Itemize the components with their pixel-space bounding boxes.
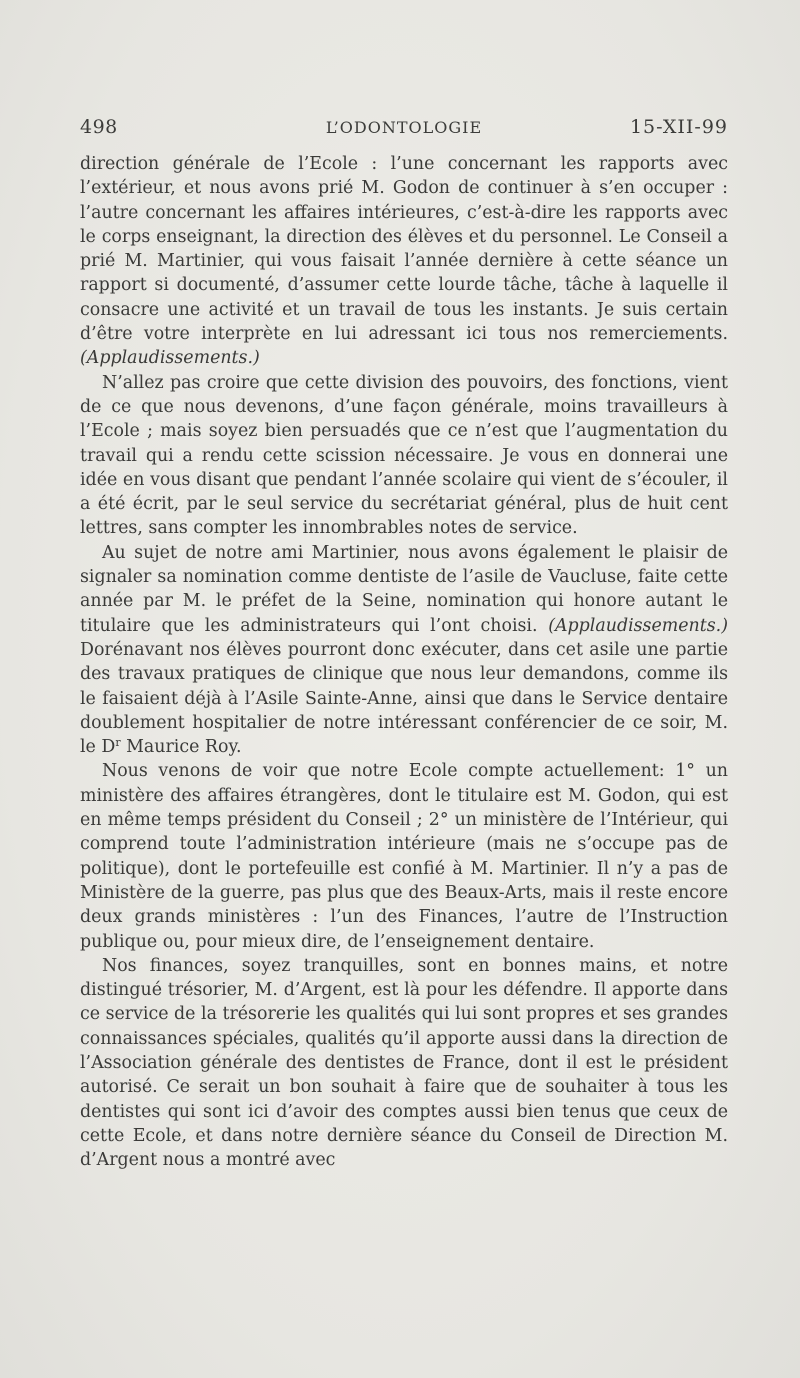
text-run: Nous venons de voir que notre Ecole compte actuellement: 1° un ministère des affaires étrangères, dont le titulaire est M. Godon, qui est en même temps président du Conseil ; 2° un ministère de l’Intérieur, qui comprend toute l’administration intérieure (mais ne s’occupe pas de politique), dont le portefeuille est confié à M. Martinier. Il n’y a pas de Ministère de la guerre, pas plus que des Beaux-Arts, mais il reste encore deux grands ministères : l’un des Finances, l’autre de l’Instruction publique ou, pour mieux dire, de l’enseignement dentaire. — [80, 761, 728, 952]
text-run: Dorénavant nos élèves pourront donc exécuter, dans cet asile une partie des travaux pratiques de clinique que nous leur demandons, comme ils le faisaient déjà à l’Asile Sainte-Anne, ainsi que dans le Service dentaire doublement hospitalier de notre intéressant conférencier de ce soir, M. le D — [80, 639, 728, 758]
text-run: N’allez pas croire que cette division des pouvoirs, des fonctions, vient de ce que nous devenons, d’une façon générale, moins travailleurs à l’Ecole ; mais soyez bien persuadés que ce n’est que l’augmentation du travail qui a rendu cette scission nécessaire. Je vous en donnerai une idée en vous disant que pendant l’année scolaire qui vient de s’écouler, il a été écrit, par le seul service du secrétariat général, plus de huit cent lettres, sans compter les innombrables notes de service. — [80, 372, 728, 539]
text-run: Nos finances, soyez tranquilles, sont en bonnes mains, et notre distingué trésorier, M. d’Argent, est là pour les défendre. Il apporte dans ce service de la trésorerie les qualités qui lui sont propres et ses grandes connaissances spéciales, qualités qu’il apporte aussi dans la direction de l’Association générale des dentistes de France, dont il est le président autorisé. Ce serait un bon souhait à faire que de souhaiter à tous les dentistes qui sont ici d’avoir des comptes aussi bien tenus que ceux de cette Ecole, et dans notre dernière séance du Conseil de Direction M. d’Argent nous a montré avec — [80, 955, 728, 1171]
page-number: 498 — [80, 116, 118, 138]
paragraph — [80, 152, 728, 371]
text-run: direction générale de l’Ecole : l’une concernant les rapports avec l’extérieur, et nous avons prié M. Godon de continuer à s’en occuper : l’autre concernant les affaires intérieures, c’est-à-dire les rapports avec le corps enseignant, la direction des élèves et du personnel. Le Conseil a prié M. Martinier, qui vous faisait l’année dernière à cette séance un rapport si documenté, d’assumer cette lourde tâche, tâche à laquelle il consacre une activité et un travail de tous les instants. Je suis certain d’être votre interprète en lui adressant ici tous nos remerciements. — [80, 154, 728, 345]
paragraph — [80, 371, 728, 541]
paragraph — [80, 759, 728, 953]
italic-run: (Applaudissements.) — [80, 348, 260, 369]
paragraph — [80, 541, 728, 760]
text-run: Au sujet de notre ami Martinier, nous avons également le plaisir de signaler sa nomination comme dentiste de l’asile de Vaucluse, faite cette année par M. le préfet de la Seine, nomination qui honore autant le titulaire que les administrateurs qui l’ont choisi. — [80, 542, 728, 636]
issue-date: 15-XII-99 — [629, 116, 728, 138]
superscript-run: r — [115, 736, 121, 750]
page-body — [80, 152, 728, 1172]
italic-run: (Applaudissements.) — [548, 615, 728, 636]
running-header — [80, 116, 728, 144]
paragraph — [80, 954, 728, 1173]
text-run: Maurice Roy. — [120, 737, 242, 758]
journal-title: L’ODONTOLOGIE — [325, 118, 483, 137]
